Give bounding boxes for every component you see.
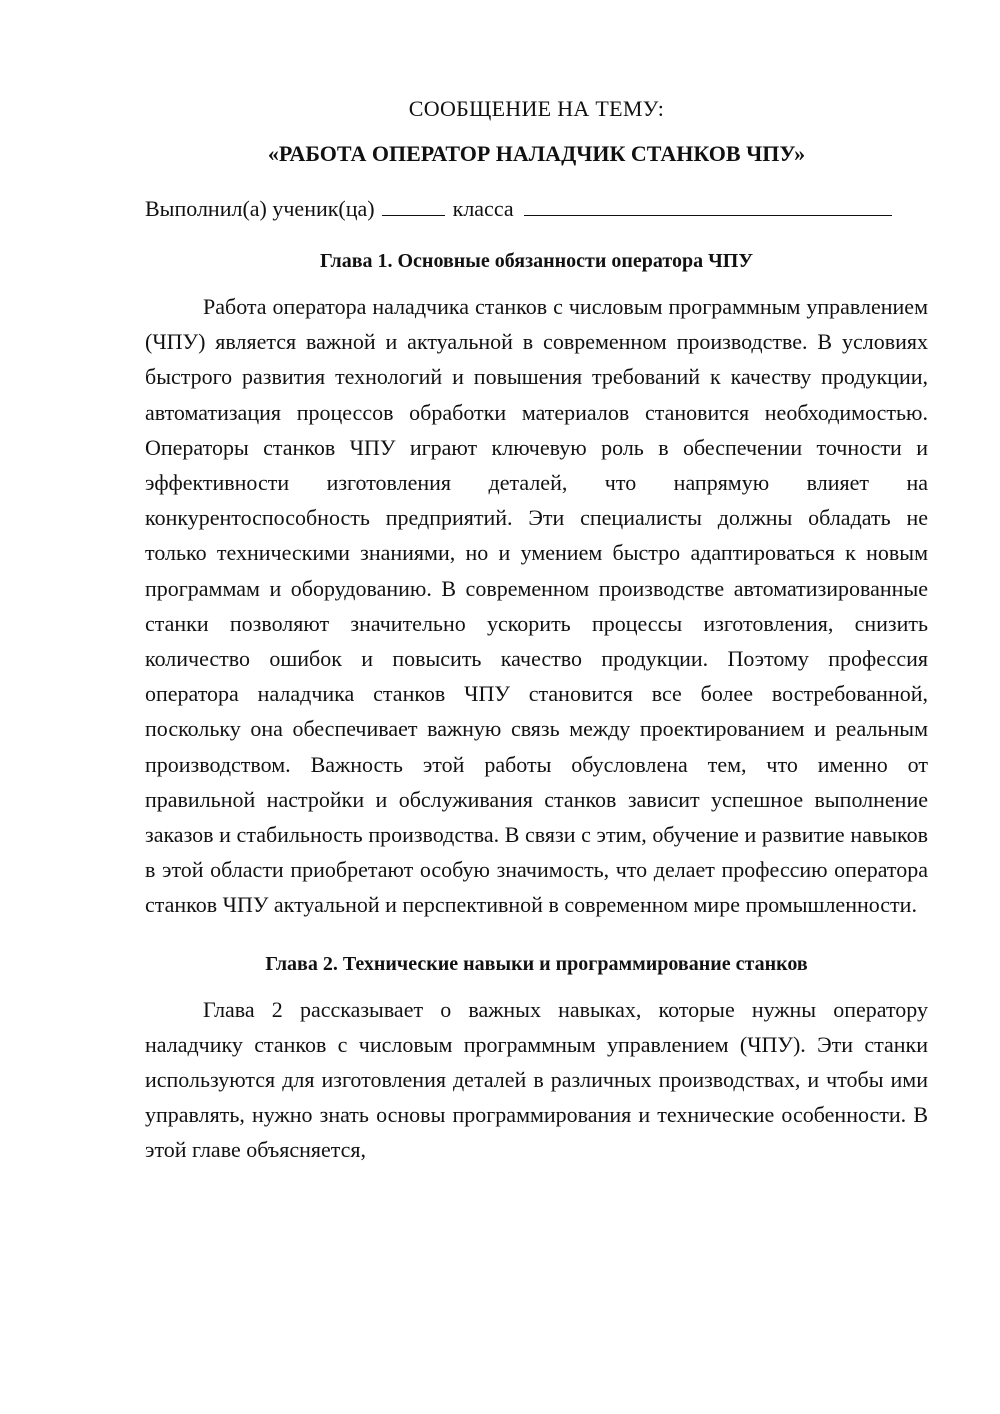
author-line — [145, 194, 928, 224]
author-prefix: Выполнил(а) ученик(ца) — [145, 196, 375, 221]
document-title-line-2: «РАБОТА ОПЕРАТОР НАЛАДЧИК СТАНКОВ ЧПУ» — [267, 141, 806, 166]
document-title-line-1: СООБЩЕНИЕ НА ТЕМУ: — [408, 96, 665, 121]
chapter-2-heading: Глава 2. Технические навыки и программирование станков — [265, 952, 808, 975]
chapter-1-heading: Глава 1. Основные обязанности оператора ЧПУ — [320, 250, 753, 272]
name-blank-field — [524, 195, 892, 216]
document-page — [145, 94, 928, 1168]
author-middle: класса — [452, 196, 514, 221]
class-blank-field — [382, 195, 445, 216]
chapter-1-paragraph: Работа оператора наладчика станков с числовым программным управлением (ЧПУ) является важной и актуальной в современном производстве. В условиях быстрого развития технологий и повышения требований к качеству продукции, автоматизация процессов обработки материалов становится необходимостью. Операторы станков ЧПУ играют ключевую роль в обеспечении точности и эффективности изготовления деталей, что напрямую влияет на конкурентоспособность предприятий. Эти специалисты должны обладать не только техническими знаниями, но и умением быстро адаптироваться к новым программам и оборудованию. В современном производстве автоматизированные станки позволяют значительно ускорить процессы изготовления, снизить количество ошибок и повысить качество продукции. Поэтому профессия оператора наладчика станков ЧПУ становится все более востребованной, поскольку она обеспечивает важную связь между проектированием и реальным производством. Важность этой работы обусловлена тем, что именно от правильной настройки и обслуживания станков зависит успешное выполнение заказов и стабильность производства. В связи с этим, обучение и развитие навыков в этой области приобретают особую значимость, что делает профессию оператора станков ЧПУ актуальной и перспективной в современном мире промышленности. — [145, 294, 928, 918]
chapter-2-paragraph: Глава 2 рассказывает о важных навыках, которые нужны оператору наладчику станков с числовым программным управлением (ЧПУ). Эти станки используются для изготовления деталей в различных производствах, и чтобы ими управлять, нужно знать основы программирования и технические особенности. В этой главе объясняется, — [145, 996, 928, 1163]
